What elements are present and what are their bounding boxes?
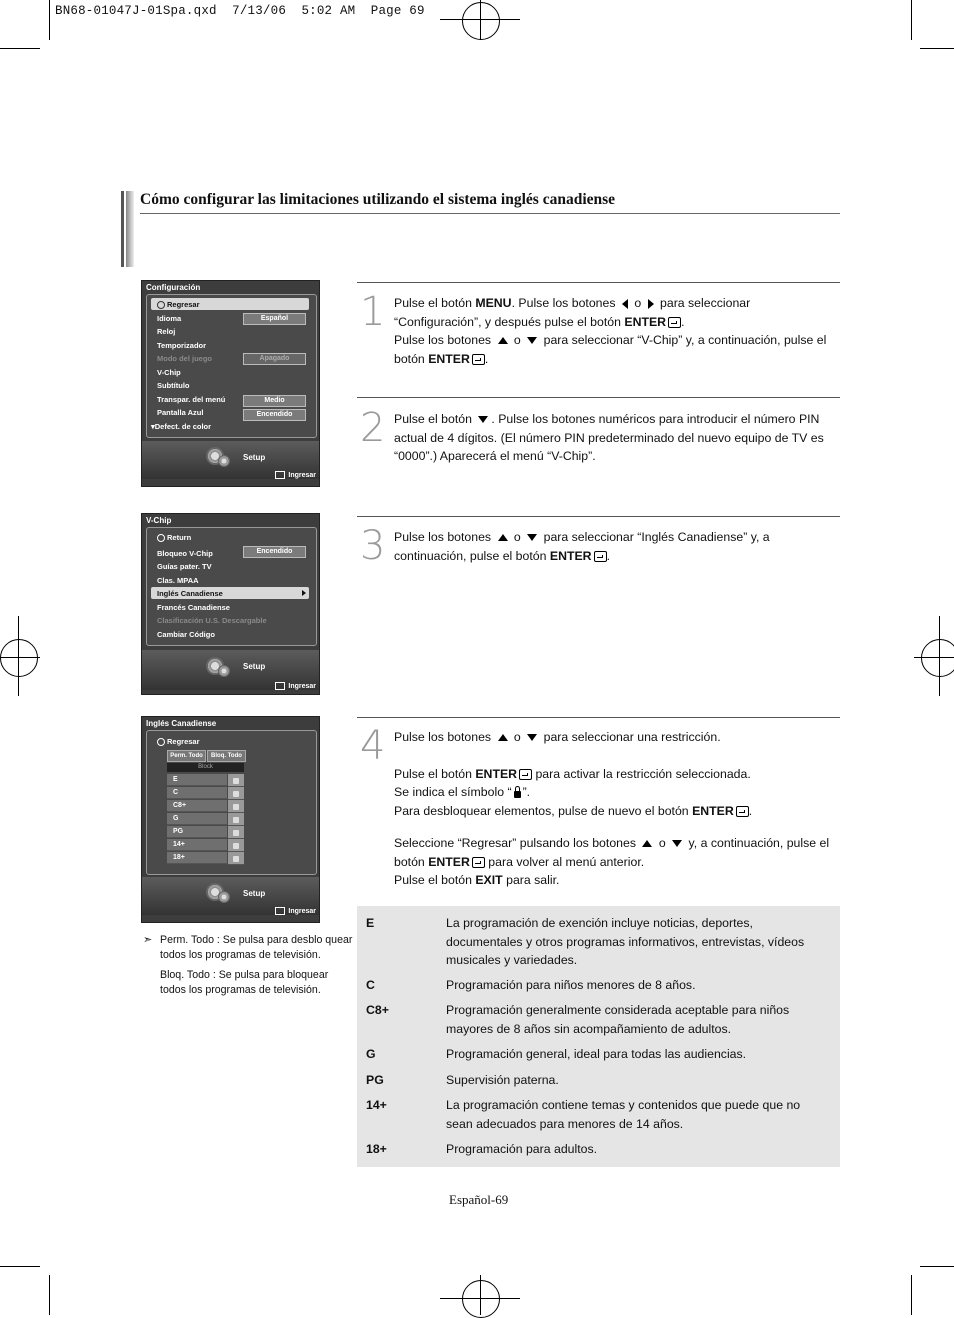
menu-item-regresar[interactable]: Regresar	[157, 737, 200, 746]
setup-label: Setup	[243, 453, 266, 462]
menu-item-ingles-canadiense[interactable]: Inglés Canadiense	[157, 589, 223, 598]
up-arrow-icon	[642, 840, 652, 847]
up-arrow-icon	[498, 534, 508, 541]
screen-footer	[142, 877, 319, 915]
lock-icon[interactable]	[228, 839, 244, 852]
lock-icon[interactable]	[228, 852, 244, 865]
screen-title: Inglés Canadiense	[146, 719, 217, 728]
note-bloq-todo: Bloq. Todo : Se pulsa para bloquear todos los programas de televisión.	[160, 969, 329, 996]
enter-icon	[472, 857, 485, 868]
step-number: 2	[360, 405, 386, 451]
gear-icon	[218, 455, 230, 467]
rating-description: Supervisión paterna.	[446, 1073, 559, 1087]
rating-code: C	[366, 978, 375, 992]
left-arrow-icon	[622, 299, 628, 309]
right-arrow-icon	[648, 299, 654, 309]
rating-description: Programación para adultos.	[446, 1142, 598, 1156]
menu-panel	[146, 294, 317, 438]
note-arrow-icon: ➣	[143, 934, 153, 946]
setup-label: Setup	[243, 889, 266, 898]
step-2-text: Pulse el botón . Pulse los botones numéricos para introducir el número PIN actual de 4 dígitos. (El número PIN predeterminado del nuevo equipo de TV es “0000”.) Aparecerá el menú “V-Chip”.	[394, 412, 824, 463]
block-header: Block	[167, 763, 244, 772]
screen-footer	[142, 650, 319, 690]
step-rule	[357, 717, 840, 718]
menu-item-cambiar-codigo[interactable]: Cambiar Código	[157, 630, 215, 639]
down-arrow-icon	[527, 337, 537, 344]
page-footer: Español-69	[449, 1192, 509, 1207]
enter-icon	[472, 354, 485, 365]
step-1-text: Pulse el botón MENU. Pulse los botones o para seleccionar “Configuración”, y después pulse el botón ENTER . Pulse los botones o para seleccionar “V-Chip” y, a continuación, pulse el botón ENTER .	[394, 296, 827, 366]
section-title: Cómo configurar las limitaciones utilizando el sistema inglés canadiense	[140, 191, 616, 208]
rating-description: Programación general, ideal para todas las audiencias.	[446, 1047, 747, 1061]
screen-title: V-Chip	[146, 516, 172, 525]
rating-code: PG	[366, 1073, 384, 1087]
ingresar-hint: Ingresar	[275, 682, 316, 690]
step-rule	[357, 397, 840, 398]
down-arrow-icon	[478, 416, 488, 423]
screen-vchip	[141, 513, 320, 695]
screen-configuracion	[141, 280, 320, 487]
menu-item-modo-juego: Modo del juego	[157, 354, 212, 363]
return-icon	[157, 738, 165, 746]
lock-icon[interactable]	[228, 774, 244, 787]
menu-item-transpar[interactable]: Transpar. del menú	[157, 395, 226, 404]
lock-icon[interactable]	[228, 813, 244, 826]
menu-item-guias-pater[interactable]: Guías pater. TV	[157, 562, 212, 571]
rating-row-14[interactable]: 14+	[167, 839, 227, 851]
note-perm-todo: Perm. Todo : Se pulsa para desblo quear todos los programas de televisión.	[160, 934, 353, 961]
rating-row-g[interactable]: G	[167, 813, 227, 825]
rating-description: La programación de exención incluye noticias, deportes, documentales y otros programas informativos, entrevistas, vídeos musicales y variedades.	[446, 916, 805, 967]
rating-row-18[interactable]: 18+	[167, 852, 227, 864]
menu-item-reloj[interactable]: Reloj	[157, 327, 176, 336]
ingresar-hint: Ingresar	[275, 471, 316, 479]
up-arrow-icon	[498, 734, 508, 741]
perm-todo-button[interactable]: Perm. Todo	[167, 750, 206, 762]
lock-icon[interactable]	[228, 800, 244, 813]
gear-icon	[218, 891, 230, 903]
return-icon	[157, 534, 165, 542]
rating-description: Programación para niños menores de 8 años.	[446, 978, 696, 992]
screen-ingles-canadiense	[141, 716, 320, 923]
rating-description: Programación generalmente considerada aceptable para niños mayores de 8 años sin acompañamiento de adultos.	[446, 1003, 790, 1036]
menu-item-frances-canadiense[interactable]: Francés Canadiense	[157, 603, 230, 612]
value-transpar: Medio	[243, 395, 306, 407]
enter-icon	[519, 769, 532, 780]
bloq-todo-button[interactable]: Bloq. Todo	[207, 750, 246, 762]
menu-item-clasificacion-us: Clasificación U.S. Descargable	[157, 616, 267, 625]
rating-description: La programación contiene temas y contenidos que puede que no sean adecuados para menores de 14 años.	[446, 1098, 801, 1131]
menu-panel	[146, 730, 317, 875]
enter-icon	[594, 551, 607, 562]
menu-item-pantalla-azul[interactable]: Pantalla Azul	[157, 408, 204, 417]
rating-code: E	[366, 916, 375, 930]
notes	[143, 933, 353, 998]
step-3-text: Pulse los botones o para seleccionar “Inglés Canadiense” y, a continuación, pulse el botón ENTER .	[394, 530, 770, 563]
setup-label: Setup	[243, 662, 266, 671]
rating-code: C8+	[366, 1003, 389, 1017]
rating-row-e[interactable]: E	[167, 774, 227, 786]
lock-icon	[514, 791, 521, 798]
menu-item-defect-color[interactable]: ▾Defect. de color	[151, 422, 212, 431]
step-number: 1	[360, 289, 386, 335]
value-bloqueo-vchip: Encendido	[243, 546, 306, 558]
gear-icon	[218, 665, 230, 677]
value-idioma: Español	[243, 313, 306, 325]
menu-item-regresar[interactable]: Regresar	[157, 300, 200, 309]
section-sidebar-bar	[121, 191, 134, 267]
menu-item-clas-mpaa[interactable]: Clas. MPAA	[157, 576, 199, 585]
rating-row-c[interactable]: C	[167, 787, 227, 799]
ingresar-hint: Ingresar	[275, 907, 316, 915]
menu-item-idioma[interactable]: Idioma	[157, 314, 182, 323]
down-arrow-icon	[527, 734, 537, 741]
menu-item-subtitulo[interactable]: Subtítulo	[157, 381, 190, 390]
enter-icon	[668, 317, 681, 328]
rating-row-pg[interactable]: PG	[167, 826, 227, 838]
step-rule	[357, 516, 840, 517]
step-rule	[357, 282, 840, 283]
step-number: 4	[360, 723, 386, 769]
value-modo-juego: Apagado	[243, 353, 306, 365]
screen-title: Configuración	[146, 283, 201, 292]
step-number: 3	[360, 523, 386, 569]
value-pantalla-azul: Encendido	[243, 409, 306, 421]
menu-item-return[interactable]: Return	[157, 533, 191, 542]
screen-footer	[142, 441, 319, 479]
step-4-text: Pulse los botones o para seleccionar una restricción. Pulse el botón ENTER para activar la restricción seleccionada. Se indica el símbolo “ ”. Para desbloquear elementos, pulse de nuevo el botón ENTER . Seleccione “Regresar” pulsando los botones o y, a continuación, pulse el botón ENTER para volver al menú anterior. Pulse el botón EXIT para salir.	[394, 730, 830, 887]
menu-item-temporizador[interactable]: Temporizador	[157, 341, 207, 350]
lock-icon[interactable]	[228, 826, 244, 839]
chevron-right-icon	[302, 590, 306, 596]
menu-item-bloqueo-vchip[interactable]: Bloqueo V-Chip	[157, 549, 213, 558]
up-arrow-icon	[498, 337, 508, 344]
enter-icon	[736, 806, 749, 817]
rating-code: G	[366, 1047, 376, 1061]
lock-icon[interactable]	[228, 787, 244, 800]
rating-code: 18+	[366, 1142, 387, 1156]
rating-row-c8[interactable]: C8+	[167, 800, 227, 812]
menu-panel	[146, 527, 317, 646]
menu-item-vchip[interactable]: V-Chip	[157, 368, 181, 377]
down-arrow-icon	[527, 534, 537, 541]
down-arrow-icon	[672, 840, 682, 847]
ratings-table	[357, 906, 840, 1167]
rating-code: 14+	[366, 1098, 387, 1112]
title-rule	[140, 213, 840, 214]
print-header: BN68-01047J-01Spa.qxd 7/13/06 5:02 AM Page 69	[55, 4, 425, 18]
